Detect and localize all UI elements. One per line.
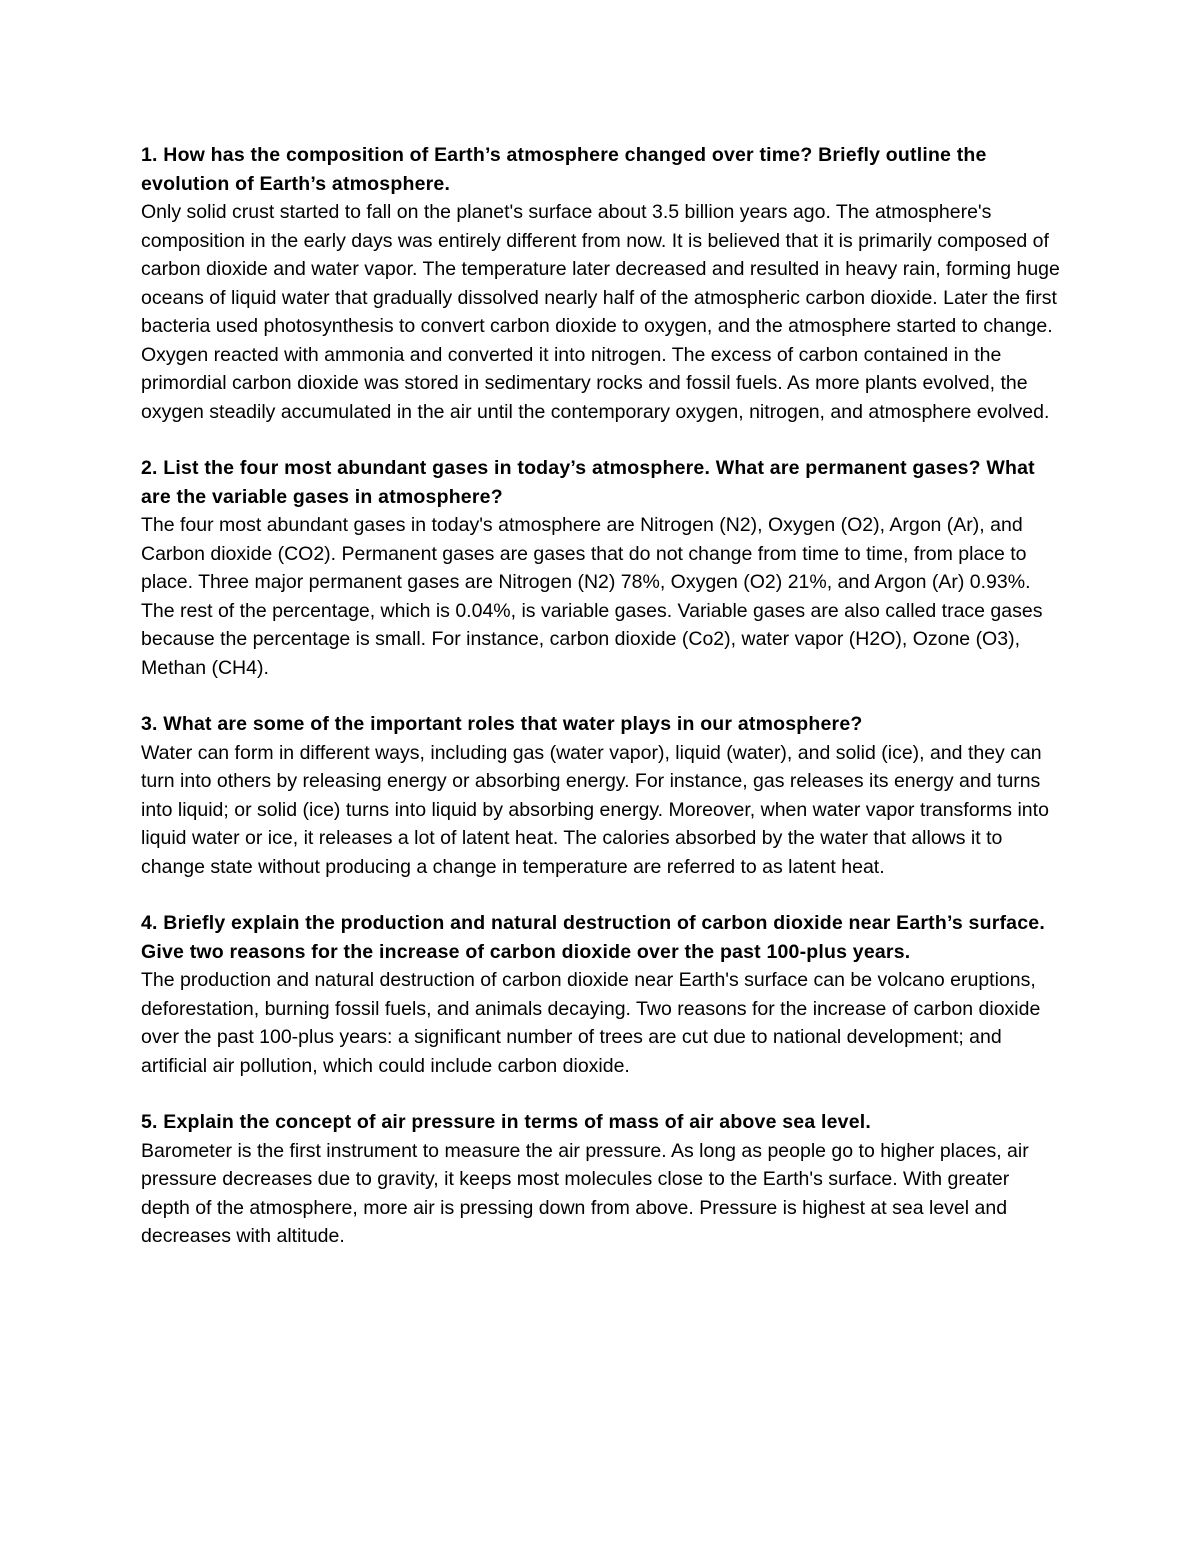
answer-5: Barometer is the first instrument to measure the air pressure. As long as people go to higher places, air pressure decreases due to gravity, it keeps most molecules close to the Earth's surface. With greater depth of the atmosphere, more air is pressing down from above. Pressure is highest at sea level and decreases with altitude. (141, 1139, 1029, 1247)
answer-4: The production and natural destruction of carbon dioxide near Earth's surface can be volcano eruptions, deforestation, burning fossil fuels, and animals decaying. Two reasons for the increase of carbon dioxide over the past 100-plus years: a significant number of trees are cut due to national development; and artificial air pollution, which could include carbon dioxide. (141, 969, 1041, 1077)
answer-3: Water can form in different ways, including gas (water vapor), liquid (water), and solid (ice), and they can turn into others by releasing energy or absorbing energy. For instance, gas releases its energy and turns into liquid; or solid (ice) turns into liquid by absorbing energy. Moreover, when water vapor transforms into liquid water or ice, it releases a lot of latent heat. The calories absorbed by the water that allows it to change state without producing a change in temperature are referred to as latent heat. (141, 741, 1049, 878)
answer-2: The four most abundant gases in today's atmosphere are Nitrogen (N2), Oxygen (O2), Argon (Ar), and Carbon dioxide (CO2). Permanent gases are gases that do not change from time to time, from place to place. Three major permanent gases are Nitrogen (N2) 78%, Oxygen (O2) 21%, and Argon (Ar) 0.93%. The rest of the percentage, which is 0.04%, is variable gases. Variable gases are also called trace gases because the percentage is small. For instance, carbon dioxide (Co2), water vapor (H2O), Ozone (O3), Methan (CH4). (141, 514, 1043, 679)
question-3: 3. What are some of the important roles that water plays in our atmosphere? (141, 713, 863, 735)
answer-1: Only solid crust started to fall on the planet's surface about 3.5 billion years ago. The atmosphere's composition in the early days was entirely different from now. It is believed that it is primarily composed of carbon dioxide and water vapor. The temperature later decreased and resulted in heavy rain, forming huge oceans of liquid water that gradually dissolved nearly half of the atmospheric carbon dioxide. Later the first bacteria used photosynthesis to convert carbon dioxide to oxygen, and the atmosphere started to change. Oxygen reacted with ammonia and converted it into nitrogen. The excess of carbon contained in the primordial carbon dioxide was stored in sedimentary rocks and fossil fuels. As more plants evolved, the oxygen steadily accumulated in the air until the contemporary oxygen, nitrogen, and atmosphere evolved. (141, 201, 1060, 423)
qa-item-2 (141, 454, 1061, 682)
question-2: 2. List the four most abundant gases in today’s atmosphere. What are permanent gases? What are the variable gases in atmosphere? (141, 457, 1035, 508)
qa-item-5 (141, 1108, 1061, 1251)
document-page (141, 141, 1061, 1279)
qa-item-1 (141, 141, 1061, 426)
question-1: 1. How has the composition of Earth’s atmosphere changed over time? Briefly outline the evolution of Earth’s atmosphere. (141, 144, 987, 195)
qa-item-3 (141, 710, 1061, 881)
qa-item-4 (141, 909, 1061, 1080)
question-5: 5. Explain the concept of air pressure in terms of mass of air above sea level. (141, 1111, 871, 1133)
question-4: 4. Briefly explain the production and natural destruction of carbon dioxide near Earth’s surface. Give two reasons for the increase of carbon dioxide over the past 100-plus years. (141, 912, 1045, 963)
